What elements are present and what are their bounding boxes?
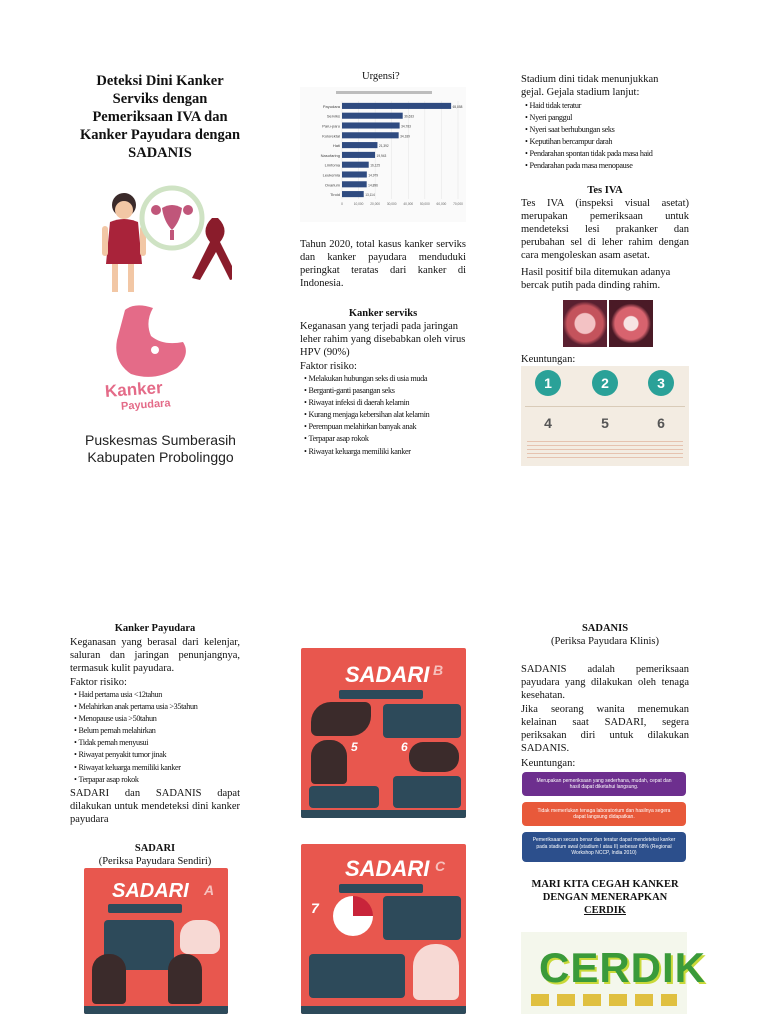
chart-category-label: Leukemia [322, 172, 340, 178]
payudara-risk-list [70, 689, 249, 786]
chart-value-label: 14,896 [368, 183, 378, 188]
chart-category-label: Paru-paru [322, 123, 340, 129]
chart-bar [342, 191, 364, 197]
chart-title-placeholder [336, 91, 432, 94]
poster-clock-diagram [333, 896, 373, 936]
poster-step-7: 7 [311, 900, 319, 916]
chart-value-label: 14,979 [368, 173, 379, 178]
step-5-badge: 5 [601, 415, 609, 431]
sadanis-subheading: (Periksa Payudara Klinis) [551, 636, 659, 647]
iva-result: Hasil positif bila ditemukan adanya bercak putih pada dinding rahim. [521, 267, 671, 291]
org-line-2: Kabupaten Probolinggo [87, 449, 234, 465]
chart-tick-label: 30,000 [386, 202, 397, 206]
chart-tick-label: 70,000 [453, 202, 463, 206]
poster-title: SADARI [112, 880, 189, 902]
poster-woman-illustration [413, 944, 459, 1000]
iva-keuntungan: Keuntungan: [521, 354, 576, 365]
cancer-cases-chart [300, 87, 466, 222]
benefit-box-2: Tidak memerlukan tenaga laboratorium dan hasilnya segera dapat langsung didapatkan. [522, 802, 686, 826]
chart-description: Tahun 2020, total kasus kanker serviks dan kanker payudara menduduki peringkat teratas dari kanker di Indonesia. [300, 239, 466, 289]
chart-category-label: Limfoma [324, 162, 340, 168]
gejala-list [521, 100, 700, 173]
step-4-badge: 4 [544, 415, 552, 431]
list-item: • Riwayat infeksi di daerah kelamin [309, 397, 479, 409]
chart-bar [342, 103, 451, 109]
chart-bar [342, 122, 400, 128]
sadanis-sadari-note: SADARI dan SADANIS dapat dilakukan untuk mendeteksi dini kanker payudara [70, 788, 240, 825]
chart-category-label: Hati [332, 143, 340, 149]
step-6-badge: 6 [657, 415, 665, 431]
chart-category-label: Kolorektal [322, 133, 340, 139]
chart-tick-label: 40,000 [403, 202, 414, 206]
cta-line: MARI KITA CEGAH KANKER DENGAN MENERAPKAN [531, 879, 679, 903]
cerdik-icon-row [531, 994, 677, 1006]
poster-footer [84, 1006, 228, 1014]
sadari-poster-c [301, 844, 466, 1014]
chart-bar [342, 113, 403, 119]
poster-text-box-3 [393, 776, 461, 808]
poster-subtitle-box [339, 690, 423, 699]
chart-value-label: 16,125 [370, 163, 380, 168]
list-item: • Kurang menjaga kebersihan alat kelamin [309, 409, 479, 421]
iva-photos [563, 300, 653, 347]
list-item: • Pendarahan spontan tidak pada masa haid [530, 148, 700, 160]
step-1-badge: 1 [535, 370, 561, 396]
poster-footer [301, 810, 466, 818]
poster-text-box-2 [309, 786, 379, 808]
serviks-description: Keganasan yang terjadi pada jaringan leher rahim yang disebabkan oleh virus HPV (90%) [300, 321, 466, 358]
poster-hand-illustration [311, 702, 371, 736]
sadari-heading: SADARI [134, 843, 176, 854]
poster-letter: C [435, 858, 446, 874]
iva-description: Tes IVA (inspeksi visual asetat) merupakan pemeriksaan untuk mendeteksi lesi prakanker dan perubahan sel di leher rahim dengan cara mengoleskan asam asetat. [521, 198, 689, 261]
list-item: • Nyeri saat berhubungan seks [530, 124, 700, 136]
list-item: • Riwayat penyakit tumor jinak [79, 749, 249, 761]
poster-text-box [383, 704, 461, 738]
chart-value-label: 65,858 [452, 104, 463, 109]
list-item: • Tidak pernah menyusui [79, 737, 249, 749]
poster-footer [301, 1006, 466, 1014]
poster-step-5: 5 [351, 740, 358, 754]
chart-category-label: Nasofaring [320, 152, 340, 158]
iva-photo-2 [609, 300, 653, 347]
chart-svg [300, 87, 466, 222]
leaflet-title: Deteksi Dini Kanker Serviks dengan Pemeriksaan IVA dan Kanker Payudara dengan SADANIS [79, 73, 241, 161]
chart-value-label: 34,783 [401, 124, 411, 129]
chart-tick-label: 0 [341, 202, 343, 206]
list-item: • Haid tidak teratur [530, 100, 700, 112]
list-item: • Belum pernah melahirkan [79, 725, 249, 737]
benefit-box-1: Merupakan pemeriksaan yang sederhana, mudah, cepat dan hasil dapat diketahui langsung. [522, 772, 686, 796]
sadanis-keuntungan: Keuntungan: [521, 758, 576, 769]
list-item: • Pendarahan pada masa menopause [530, 160, 700, 172]
list-item: • Haid pertama usia <12tahun [79, 689, 249, 701]
list-item: • Riwayat keluarga memiliki kanker [309, 446, 479, 458]
stadium-intro: Stadium dini tidak menunjukkan gejal. Gejala stadium lanjut: [521, 74, 659, 98]
poster-subtitle-box [108, 904, 182, 913]
poster-woman-1 [92, 954, 126, 1004]
sadari-poster-a [84, 868, 228, 1014]
logo-text-payudara: Payudara [120, 397, 171, 413]
step-row-divider [525, 406, 685, 407]
iva-photo-1 [563, 300, 607, 347]
iva-heading: Tes IVA [587, 185, 623, 196]
chart-category-label: Payudara [322, 103, 340, 109]
kanker-payudara-logo [105, 302, 195, 417]
list-item: • Melahirkan anak pertama usia >35tahun [79, 701, 249, 713]
chart-bar [342, 132, 399, 138]
chart-value-label: 13,114 [365, 193, 375, 198]
poster-step-6: 6 [401, 740, 408, 754]
poster-text-box [383, 896, 461, 940]
list-item: • Riwayat keluarga memiliki kanker [79, 762, 249, 774]
poster-subtitle-box [339, 884, 423, 893]
urgensi-heading: Urgensi? [362, 71, 400, 82]
list-item: • Terpapar asap rokok [309, 433, 479, 445]
step-text-lines [527, 438, 683, 458]
logo-text-kanker: Kanker [104, 378, 164, 401]
payudara-description: Keganasan yang berasal dari kelenjar, saluran dan jaringan penunjangnya, termasuk kulit payudara. [70, 637, 240, 674]
chart-value-label: 34,189 [400, 134, 410, 139]
sadanis-heading: SADANIS [581, 623, 629, 634]
list-item: • Berganti-ganti pasangan seks [309, 385, 479, 397]
list-item: • Menopause usia >50tahun [79, 713, 249, 725]
benefit-box-3: Pemeriksaan secara benar dan teratur dapat mendeteksi kanker pada stadium awal (stadium I atau II) sebesar 68% (Regional Workshop NCCP, India 2010) [522, 832, 686, 862]
chart-tick-label: 20,000 [370, 202, 381, 206]
iva-benefits-infographic [521, 366, 689, 466]
chart-value-label: 21,392 [378, 144, 389, 149]
poster-woman [311, 740, 347, 784]
poster-letter: B [433, 662, 444, 678]
payudara-faktor-label: Faktor risiko: [70, 677, 127, 688]
chart-tick-label: 10,000 [353, 202, 364, 206]
list-item: • Keputihan bercampur darah [530, 136, 700, 148]
chart-category-label: Serviks [326, 113, 340, 119]
sadanis-description-2: Jika seorang wanita menemukan kelainan saat SADARI, segera periksakan diri untuk dilakukan SADANIS. [521, 704, 689, 754]
chart-bar [342, 152, 375, 158]
cta-text [521, 878, 689, 917]
poster-lying-woman [409, 742, 459, 772]
chart-bar [342, 162, 369, 168]
step-2-badge: 2 [592, 370, 618, 396]
poster-title: SADARI [345, 662, 430, 687]
sadari-subheading: (Periksa Payudara Sendiri) [98, 856, 212, 867]
chart-bar [342, 181, 367, 187]
poster-letter: A [204, 882, 215, 898]
chart-value-label: 36,633 [404, 114, 414, 119]
cta-cerdik: CERDIK [583, 905, 626, 916]
chart-tick-label: 50,000 [419, 202, 430, 206]
sadari-poster-b [301, 648, 466, 818]
chart-bar [342, 171, 367, 177]
chart-bar [342, 142, 377, 148]
chart-tick-label: 60,000 [436, 202, 447, 206]
list-item: • Perempuan melahirkan banyak anak [309, 421, 479, 433]
payudara-heading: Kanker Payudara [114, 623, 196, 634]
organization-name [78, 432, 243, 466]
poster-text-box-2 [309, 954, 405, 998]
serviks-heading: Kanker serviks [348, 308, 418, 319]
step-3-badge: 3 [648, 370, 674, 396]
chart-value-label: 19,943 [376, 153, 387, 158]
list-item: • Terpapar asap rokok [79, 774, 249, 786]
poster-woman-2 [168, 954, 202, 1004]
poster-title: SADARI [345, 856, 430, 881]
cerdik-logo-text: CERDIK [539, 944, 707, 991]
list-item: • Nyeri panggul [530, 112, 700, 124]
org-line-1: Puskesmas Sumberasih [85, 432, 236, 448]
chart-category-label: Tiroid [330, 192, 340, 198]
list-item: • Melakukan hubungan seks di usia muda [309, 373, 479, 385]
serviks-faktor-label: Faktor risiko: [300, 361, 357, 372]
serviks-risk-list [300, 373, 479, 458]
chart-category-label: Ovarium [324, 182, 340, 188]
cerdik-logo [521, 932, 707, 1014]
woman-uterus-illustration [92, 180, 232, 298]
poster-breast-illustration [180, 920, 220, 954]
sadanis-description: SADANIS adalah pemeriksaan payudara yang dilakukan oleh tenaga kesehatan. [521, 664, 689, 701]
